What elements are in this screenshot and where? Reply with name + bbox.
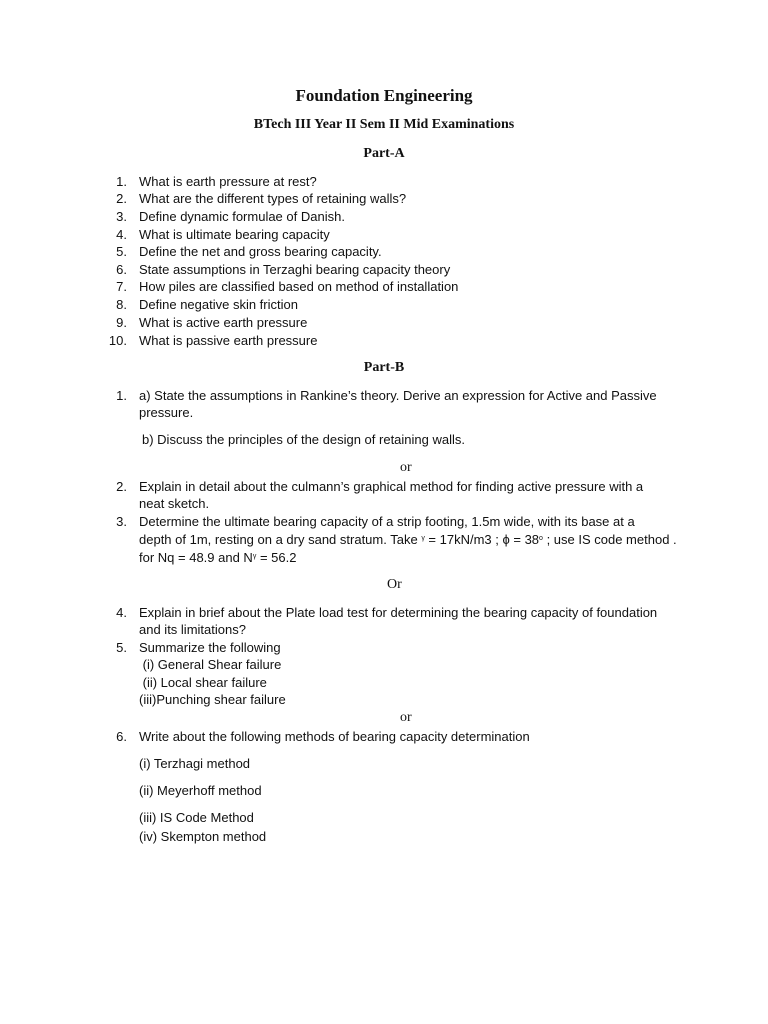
- question-text: What is earth pressure at rest?: [139, 174, 317, 189]
- question-text: Summarize the following: [139, 640, 281, 655]
- question-text: and its limitations?: [139, 622, 246, 637]
- sub-item: (iv) Skempton method: [139, 829, 267, 844]
- question-number: 2.: [116, 191, 127, 206]
- question-number: 5.: [116, 244, 127, 259]
- question-text: Define dynamic formulae of Danish.: [139, 209, 345, 224]
- sub-item: (i) Terzhagi method: [139, 756, 251, 771]
- question-text: What is ultimate bearing capacity: [139, 227, 330, 242]
- question-number: 1.: [116, 174, 127, 189]
- sub-item: (iii) IS Code Method: [139, 810, 254, 825]
- or-separator: or: [400, 460, 412, 475]
- question-number: 4.: [116, 605, 127, 620]
- question-number: 8.: [116, 297, 127, 312]
- question-number: 9.: [116, 315, 127, 330]
- question-text: neat sketch.: [139, 496, 210, 511]
- question-text: depth of 1m, resting on a dry sand stratum. Take $^\gamma$ = 17kN/m3 ; $\phi = 38^o$ ; use IS code method .: [139, 532, 677, 547]
- question-number: 4.: [116, 227, 127, 242]
- question-text: a) State the assumptions in Rankine’s theory. Derive an expression for Active and Passive: [139, 388, 657, 403]
- question-number: 2.: [116, 479, 127, 494]
- question-number: 1.: [116, 388, 127, 403]
- question-number: 5.: [116, 640, 127, 655]
- sub-item: (ii) Meyerhoff method: [139, 783, 262, 798]
- question-text: b) Discuss the principles of the design of retaining walls.: [142, 432, 465, 447]
- question-text: Explain in detail about the culmann’s graphical method for finding active pressure with a: [139, 479, 644, 494]
- question-text: What is passive earth pressure: [139, 333, 318, 348]
- question-text: Define negative skin friction: [139, 297, 298, 312]
- part-a-heading: Part-A: [363, 146, 405, 161]
- part-b-heading: Part-B: [363, 360, 405, 375]
- question-text: State assumptions in Terzaghi bearing capacity theory: [139, 262, 451, 277]
- question-text: Define the net and gross bearing capacity.: [139, 244, 382, 259]
- question-number: 10.: [108, 333, 127, 348]
- question-number: 6.: [116, 729, 127, 744]
- sub-item: (iii)Punching shear failure: [139, 692, 286, 707]
- question-text: What are the different types of retaining walls?: [139, 191, 407, 206]
- question-text: Write about the following methods of bearing capacity determination: [139, 729, 530, 744]
- question-text: What is active earth pressure: [139, 315, 308, 330]
- paper-title: Foundation Engineering: [295, 86, 473, 105]
- question-text: Explain in brief about the Plate load test for determining the bearing capacity of foundation: [139, 605, 658, 620]
- question-text: Determine the ultimate bearing capacity of a strip footing, 1.5m wide, with its base at a: [139, 514, 635, 529]
- question-text: How piles are classified based on method of installation: [139, 279, 459, 294]
- or-separator: Or: [387, 577, 402, 592]
- question-text: pressure.: [139, 405, 194, 420]
- question-number: 3.: [116, 209, 127, 224]
- question-number: 6.: [116, 262, 127, 277]
- sub-item: (i) General Shear failure: [139, 657, 282, 672]
- paper-subtitle: BTech III Year II Sem II Mid Examinations: [253, 117, 515, 132]
- sub-item: (ii) Local shear failure: [139, 675, 267, 690]
- question-number: 3.: [116, 514, 127, 529]
- question-text: for Nq = 48.9 and $N^\gamma = 56.2$: [139, 550, 297, 565]
- question-number: 7.: [116, 279, 127, 294]
- or-separator: or: [400, 710, 412, 725]
